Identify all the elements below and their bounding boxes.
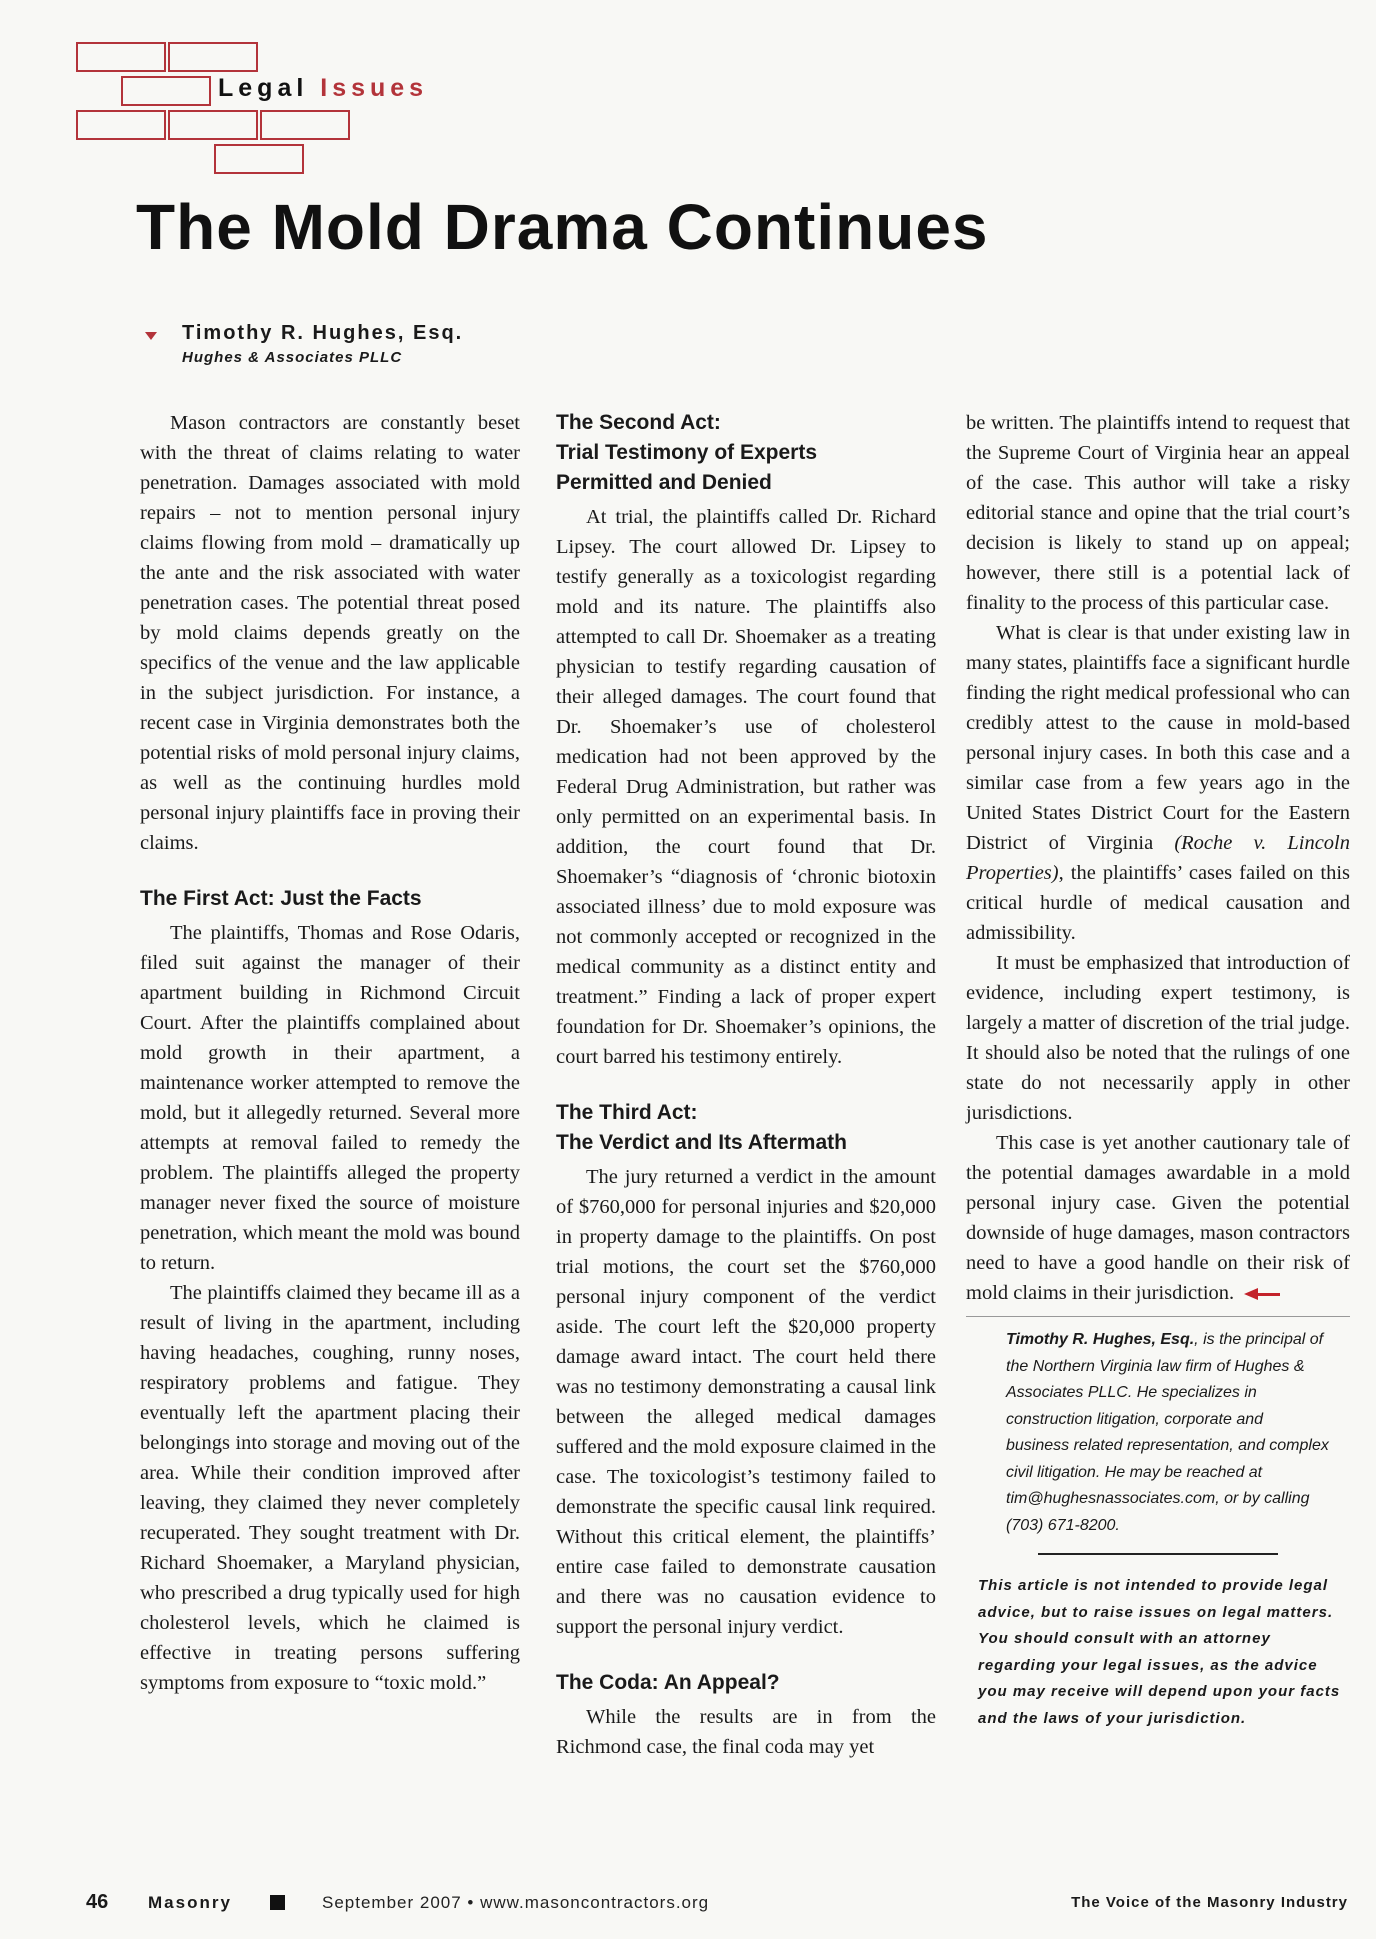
divider [966,1316,1350,1317]
bio-name: Timothy R. Hughes, Esq. [1006,1331,1195,1348]
text-run: This case is yet another cautionary tale of the potential damages awardable in a mold personal injury case. Given the potential downside of huge damages, mason contractors need to have a good handle on their risk of mold claims in their jurisdiction. [966,1132,1350,1304]
article-title: The Mold Drama Continues [136,191,989,263]
text-run: , the plaintiffs’ cases failed on this critical hurdle of medical causation and admissibility. [966,862,1350,944]
column-1 [140,408,520,1698]
heading-line: The First Act: Just the Facts [140,887,422,910]
author-name: Timothy R. Hughes, Esq. [182,322,464,344]
section-heading [140,884,520,914]
divider [1038,1553,1278,1555]
paragraph: be written. The plaintiffs intend to request that the Supreme Court of Virginia hear an appeal of the case. This author will take a risky editorial stance and opine that the trial court’s decision is likely to stand up on appeal; however, there still is a potential lack of finality to the process of this particular case. [966,412,1350,614]
disclaimer: This article is not intended to provide legal advice, but to raise issues on legal matters. You should consult with an attorney regarding your legal issues, as the advice you may receive will depend upon your facts and the laws of your jurisdiction. [978,1577,1341,1727]
section-heading [556,1668,936,1698]
square-bullet-icon [270,1895,285,1910]
paragraph: At trial, the plaintiffs called Dr. Richard Lipsey. The court allowed Dr. Lipsey to testify generally as a toxicologist regarding mold and its nature. The plaintiffs also attempted to call Dr. Shoemaker as a treating physician to testify regarding causation of their alleged damages. The court found that Dr. Shoemaker’s use of cholesterol medication had not been approved by the Federal Drug Administration, but rather was only permitted on an experimental basis. In addition, the court found that Dr. Shoemaker’s “diagnosis of ‘chronic biotoxin associated illness’ due to mold exposure was not commonly accepted or recognized in the medical community as a distinct entity and treatment.” Finding a lack of proper expert foundation for Dr. Shoemaker’s opinions, the court barred his testimony entirely. [556,506,936,1068]
magazine-name: Masonry [148,1893,232,1912]
paragraph [966,1128,1350,1308]
paragraph: The plaintiffs claimed they became ill as a result of living in the apartment, including having headaches, coughing, runny noses, respiratory problems and fatigue. They eventually left the apartment placing their belongings into storage and moving out of the area. While their condition improved after leaving, they claimed they never completely recuperated. They sought treatment with Dr. Richard Shoemaker, a Maryland physician, who prescribed a drug typically used for high cholesterol levels, which he claimed is effective in treating persons suffering symptoms from exposure to “toxic mold.” [140,1282,520,1694]
section-heading [556,1098,936,1158]
paragraph: It must be emphasized that introduction of evidence, including expert testimony, is largely a matter of discretion of the trial judge. It should also be noted that the rulings of one state do not necessarily apply in other jurisdictions. [966,952,1350,1124]
author-bio [1006,1327,1330,1539]
arrow-left-icon [1244,1288,1284,1300]
triangle-down-icon [145,332,157,340]
kicker-word-2: Issues [320,74,429,102]
heading-line: The Coda: An Appeal? [556,1671,780,1694]
kicker-word-1: Legal [218,74,309,102]
section-heading [556,408,936,498]
heading-line: The Third Act: [556,1101,698,1124]
bio-text: , is the principal of the Northern Virginia law firm of Hughes & Associates PLLC. He specializes in construction litigation, corporate and business related representation, and complex civil litigation. He may be reached at tim@hughesnassociates.com, or by calling (703) 671-8200. [1006,1331,1329,1534]
text-run: What is clear is that under existing law in many states, plaintiffs face a significant hurdle finding the right medical professional who can credibly attest to the cause in mold-based personal injury cases. In both this case and a similar case from a few years ago in the United States District Court for the Eastern District of Virginia [966,622,1350,854]
paragraph [966,618,1350,948]
brick-logo [76,40,376,175]
paragraph: The jury returned a verdict in the amount of $760,000 for personal injuries and $20,000 in property damage to the plaintiffs. On post trial motions, the court set the $760,000 personal injury component of the verdict aside. The court left the $20,000 property damage award intact. The court held there was no testimony demonstrating a causal link between the alleged medical damages suffered and the mold exposure claimed in the case. The toxicologist’s testimony failed to demonstrate the specific causal link required. Without this critical element, the plaintiffs’ entire case failed to demonstrate causation and there was no causation evidence to support the personal injury verdict. [556,1166,936,1638]
author-affiliation: Hughes & Associates PLLC [182,349,403,366]
byline [145,322,463,366]
paragraph: The plaintiffs, Thomas and Rose Odaris, filed suit against the manager of their apartment building in Richmond Circuit Court. After the plaintiffs complained about mold growth in their apartment, a maintenance worker attempted to remove the mold, but it allegedly returned. Several more attempts at removal failed to remedy the problem. The plaintiffs alleged the property manager never fixed the source of moisture penetration, which meant the mold was bound to return. [140,922,520,1274]
magazine-tagline: The Voice of the Masonry Industry [1071,1894,1348,1911]
heading-line: The Verdict and Its Aftermath [556,1131,847,1154]
heading-line: Trial Testimony of Experts [556,441,818,464]
heading-line: The Second Act: [556,411,721,434]
column-2 [556,408,936,1762]
section-kicker [218,74,428,103]
paragraph: While the results are in from the Richmond case, the final coda may yet [556,1706,936,1758]
column-3 [966,408,1350,1732]
page-number: 46 [86,1891,109,1913]
heading-line: Permitted and Denied [556,471,772,494]
issue-date-url: September 2007 • www.masoncontractors.org [322,1893,710,1912]
paragraph: Mason contractors are constantly beset with the threat of claims relating to water penetration. Damages associated with mold repairs – not to mention personal injury claims flowing from mold – dramatically up the ante and the risk associated with water penetration cases. The potential threat posed by mold claims depends greatly on the specifics of the venue and the law applicable in the subject jurisdiction. For instance, a recent case in Virginia demonstrates both the potential risks of mold personal injury claims, as well as the continuing hurdles mold personal injury plaintiffs face in proving their claims. [140,412,520,854]
case-citation: (Roche v. Lincoln Properties) [966,832,1350,884]
